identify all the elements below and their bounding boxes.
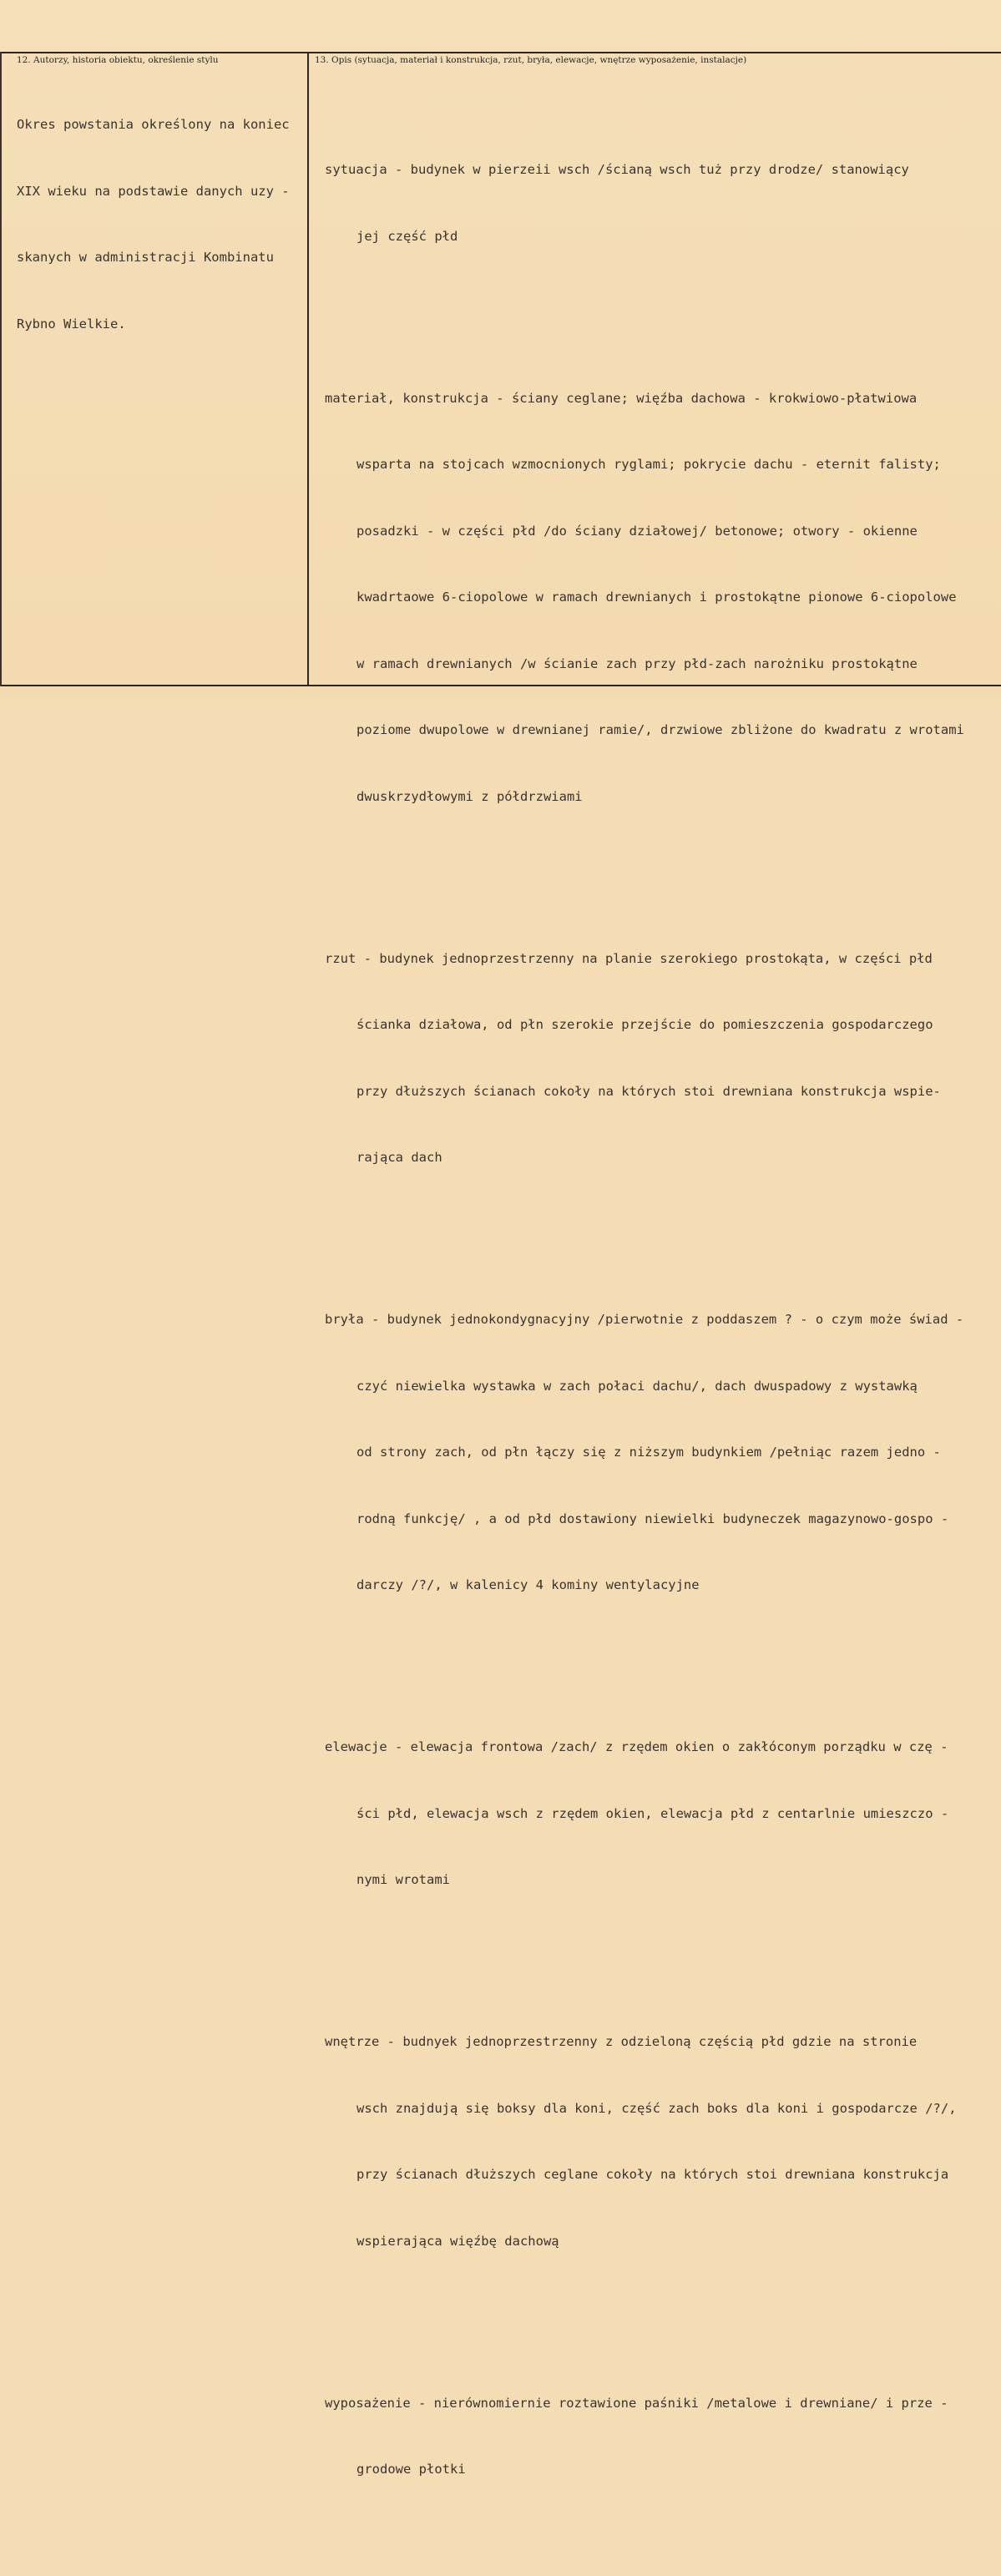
description-line: bryła - budynek jednokondygnacyjny /pierwotnie z poddaszem ? - o czym może świad - <box>325 1312 964 1327</box>
description-line: wnętrze - budnyek jednoprzestrzenny z odzieloną częścią płd gdzie na stronie <box>325 2034 918 2049</box>
paragraph-material <box>325 343 993 853</box>
paragraph-wyposazenie <box>325 2348 993 2525</box>
description-line: rzut - budynek jednoprzestrzenny na planie szerokiego prostokąta, w części płd <box>325 950 933 966</box>
description-line: wsch znajdują się boksy dla koni, część zach boks dla koni i gospodarcze /?/, <box>356 2100 957 2116</box>
description-line: przy dłuższych ścianach cokoły na których stoi drewniana konstrukcja wspie- <box>356 1083 941 1099</box>
description-line: jej część płd <box>356 228 458 244</box>
description-line: grodowe płotki <box>356 2462 466 2477</box>
description-line: darczy /?/, w kalenicy 4 kominy wentylacyjne <box>356 1577 700 1592</box>
description-line: materiał, konstrukcja - ściany ceglane; więźba dachowa - krokwiowo-płatwiowa <box>325 390 918 406</box>
description-line: wsparta na stojcach wzmocnionych ryglami; pokrycie dachu - eternit falisty; <box>356 457 941 472</box>
description-line: posadzki - w części płd /do ściany działowej/ betonowe; otwory - okienne <box>356 523 918 539</box>
description-line: ścianka działowa, od płn szerokie przejście do pomieszczenia gospodarczego <box>356 1017 933 1032</box>
field-13-text <box>325 70 993 2576</box>
description-line: rająca dach <box>356 1150 442 1165</box>
description-line: rodną funkcję/ , a od płd dostawiony niewielki budyneczek magazynowo-gospo - <box>356 1511 949 1526</box>
field-12-label: 12. Autorzy, historia obiektu, określenie stylu <box>17 55 219 65</box>
field-12-line: Okres powstania określony na koniec <box>17 117 290 132</box>
description-line: wyposażenie - nierównomiernie roztawione paśniki /metalowe i drewniane/ i prze - <box>325 2395 948 2411</box>
description-line: elewacje - elewacja frontowa /zach/ z rzędem okien o zakłóconym porządku w czę - <box>325 1739 948 1754</box>
description-line: w ramach drewnianych /w ścianie zach przy płd-zach narożniku prostokątne <box>356 655 918 671</box>
left-edge-line <box>0 52 2 686</box>
top-divider <box>0 52 1001 53</box>
description-line: od strony zach, od płn łączy się z niższym budynkiem /pełniąc razem jedno - <box>356 1445 941 1460</box>
paragraph-sytuacja <box>325 114 993 291</box>
paragraph-bryla <box>325 1264 993 1641</box>
paragraph-elewacje <box>325 1692 993 1936</box>
description-line: dwuskrzydłowymi z półdrzwiami <box>356 788 583 804</box>
description-line: przy ścianach dłuższych ceglane cokoły na których stoi drewniana konstrukcja <box>356 2167 949 2182</box>
description-line: sytuacja - budynek w pierzeii wsch /ścianą wsch tuż przy drodze/ stanowiący <box>325 162 909 177</box>
column-divider <box>307 52 309 686</box>
field-12-line: skanych w administracji Kombinatu <box>17 250 274 265</box>
description-line: poziome dwupolowe w drewnianej ramie/, drzwiowe zbliżone do kwadratu z wrotami <box>356 722 964 737</box>
field-12-line: XIX wieku na podstawie danych uzy - <box>17 183 290 199</box>
description-line: czyć niewielka wystawka w zach połaci dachu/, dach dwuspadowy z wystawką <box>356 1378 918 1394</box>
description-line: wspierająca więźbę dachową <box>356 2233 559 2249</box>
description-line: kwadrtaowe 6-ciopolowe w ramach drewnianych i prostokątne pionowe 6-ciopolowe <box>356 590 957 605</box>
description-line: ści płd, elewacja wsch z rzędem okien, elewacja płd z centarlnie umieszczo - <box>356 1805 949 1821</box>
field-12-text <box>17 69 305 379</box>
description-line: nymi wrotami <box>356 1872 450 1887</box>
field-12-line: Rybno Wielkie. <box>17 316 126 331</box>
paragraph-wnetrze <box>325 1986 993 2296</box>
field-13-label: 13. Opis (sytuacja, materiał i konstrukcja, rzut, bryła, elewacje, wnętrze wyposażenie, instalacje) <box>315 55 747 65</box>
paragraph-rzut <box>325 903 993 1213</box>
